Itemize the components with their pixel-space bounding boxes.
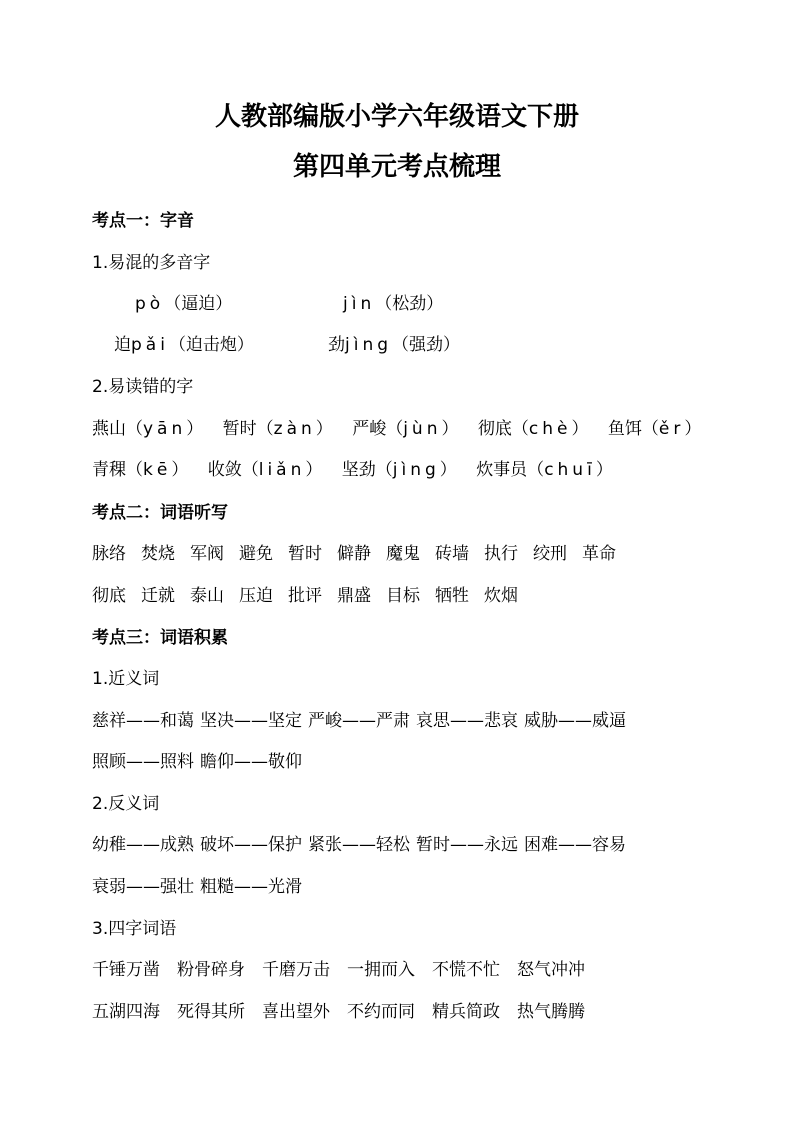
idiom: 不约而同: [347, 1002, 415, 1022]
word: （松劲）: [375, 294, 444, 314]
s1-sub1: 1.易混的多音字: [92, 253, 211, 273]
pinyin: jìn: [343, 294, 376, 314]
po-entry: [135, 293, 232, 315]
antonym-pair: 破坏——保护: [200, 835, 302, 855]
synonym-pair: 哀思——悲哀: [416, 711, 518, 731]
idiom: 不慌不忙: [432, 960, 500, 980]
s3-sub3: 3.四字词语: [92, 919, 177, 939]
char: 劲: [328, 335, 345, 355]
word-item: 革命: [582, 544, 616, 564]
s1-sub2: 2.易读错的字: [92, 377, 194, 397]
title-line-2: 第四单元考点梳理: [292, 152, 501, 182]
pai-entry: [114, 334, 254, 356]
word-item: 砖墙: [435, 544, 469, 564]
idiom: 喜出望外: [262, 1002, 330, 1022]
word-item: 迁就: [141, 586, 175, 606]
word: （逼迫）: [164, 294, 233, 314]
idiom-row-2: [92, 1001, 602, 1023]
misread-row-2: [92, 459, 613, 481]
antonym-pair: 衰弱——强壮: [92, 877, 194, 897]
word-item: 鼎盛: [337, 586, 371, 606]
synonym-pair: 威胁——威逼: [524, 711, 626, 731]
idiom: 怒气冲冲: [517, 960, 585, 980]
dictation-row-2: [92, 585, 533, 607]
synonym-row-2: [92, 751, 308, 773]
misread-item: 暂时（zàn）: [222, 419, 333, 439]
idiom: 粉骨碎身: [177, 960, 245, 980]
word-item: 魔鬼: [386, 544, 420, 564]
idiom: 死得其所: [177, 1002, 245, 1022]
synonym-pair: 慈祥——和蔼: [92, 711, 194, 731]
word-item: 暂时: [288, 544, 322, 564]
word-item: 军阀: [190, 544, 224, 564]
misread-item: 鱼饵（ěr）: [607, 419, 702, 439]
word-item: 压迫: [239, 586, 273, 606]
word-item: 彻底: [92, 586, 126, 606]
antonym-pair: 紧张——轻松: [308, 835, 410, 855]
misread-item: 燕山（yān）: [92, 419, 204, 439]
word-item: 脉络: [92, 544, 126, 564]
section-1-heading: 考点一：字音: [92, 211, 194, 231]
idiom-row-1: [92, 959, 602, 981]
misread-item: 坚劲（jìng）: [341, 460, 457, 480]
char: 迫: [114, 335, 131, 355]
jing-entry: [328, 334, 460, 356]
idiom: 一拥而入: [347, 960, 415, 980]
jin-entry: [343, 293, 443, 315]
word: （强劲）: [392, 335, 461, 355]
s3-sub2: 2.反义词: [92, 794, 160, 814]
title-line-1: 人教部编版小学六年级语文下册: [214, 102, 579, 132]
antonym-row-2: [92, 876, 308, 898]
pinyin: pǎi: [131, 335, 169, 355]
idiom: 精兵简政: [432, 1002, 500, 1022]
word-item: 泰山: [190, 586, 224, 606]
antonym-pair: 暂时——永远: [416, 835, 518, 855]
misread-item: 收敛（liǎn）: [207, 460, 323, 480]
synonym-pair: 坚决——坚定: [200, 711, 302, 731]
antonym-pair: 幼稚——成熟: [92, 835, 194, 855]
word-item: 焚烧: [141, 544, 175, 564]
word-item: 批评: [288, 586, 322, 606]
antonym-row-1: [92, 834, 632, 856]
word-item: 牺牲: [435, 586, 469, 606]
misread-row-1: [92, 418, 701, 440]
pinyin: pò: [135, 294, 165, 314]
section-2-heading: 考点二：词语听写: [92, 503, 228, 523]
section-3-heading: 考点三：词语积累: [92, 628, 228, 648]
antonym-pair: 困难——容易: [524, 835, 626, 855]
misread-item: 严峻（jùn）: [352, 419, 459, 439]
s3-sub1: 1.近义词: [92, 669, 160, 689]
antonym-pair: 粗糙——光滑: [200, 877, 302, 897]
word-item: 执行: [484, 544, 518, 564]
synonym-pair: 瞻仰——敬仰: [200, 752, 302, 772]
misread-item: 彻底（chè）: [477, 419, 589, 439]
word-item: 绞刑: [533, 544, 567, 564]
word-item: 僻静: [337, 544, 371, 564]
word-item: 避免: [239, 544, 273, 564]
synonym-pair: 照顾——照料: [92, 752, 194, 772]
dictation-row-1: [92, 543, 631, 565]
misread-item: 炊事员（chuī）: [476, 460, 613, 480]
word-item: 目标: [386, 586, 420, 606]
misread-item: 青稞（kē）: [92, 460, 189, 480]
pinyin: jìng: [345, 335, 393, 355]
synonym-row-1: [92, 710, 632, 732]
idiom: 热气腾腾: [517, 1002, 585, 1022]
word: （迫击炮）: [168, 335, 254, 355]
word-item: 炊烟: [484, 586, 518, 606]
idiom: 千磨万击: [262, 960, 330, 980]
idiom: 五湖四海: [92, 1002, 160, 1022]
synonym-pair: 严峻——严肃: [308, 711, 410, 731]
idiom: 千锤万凿: [92, 960, 160, 980]
